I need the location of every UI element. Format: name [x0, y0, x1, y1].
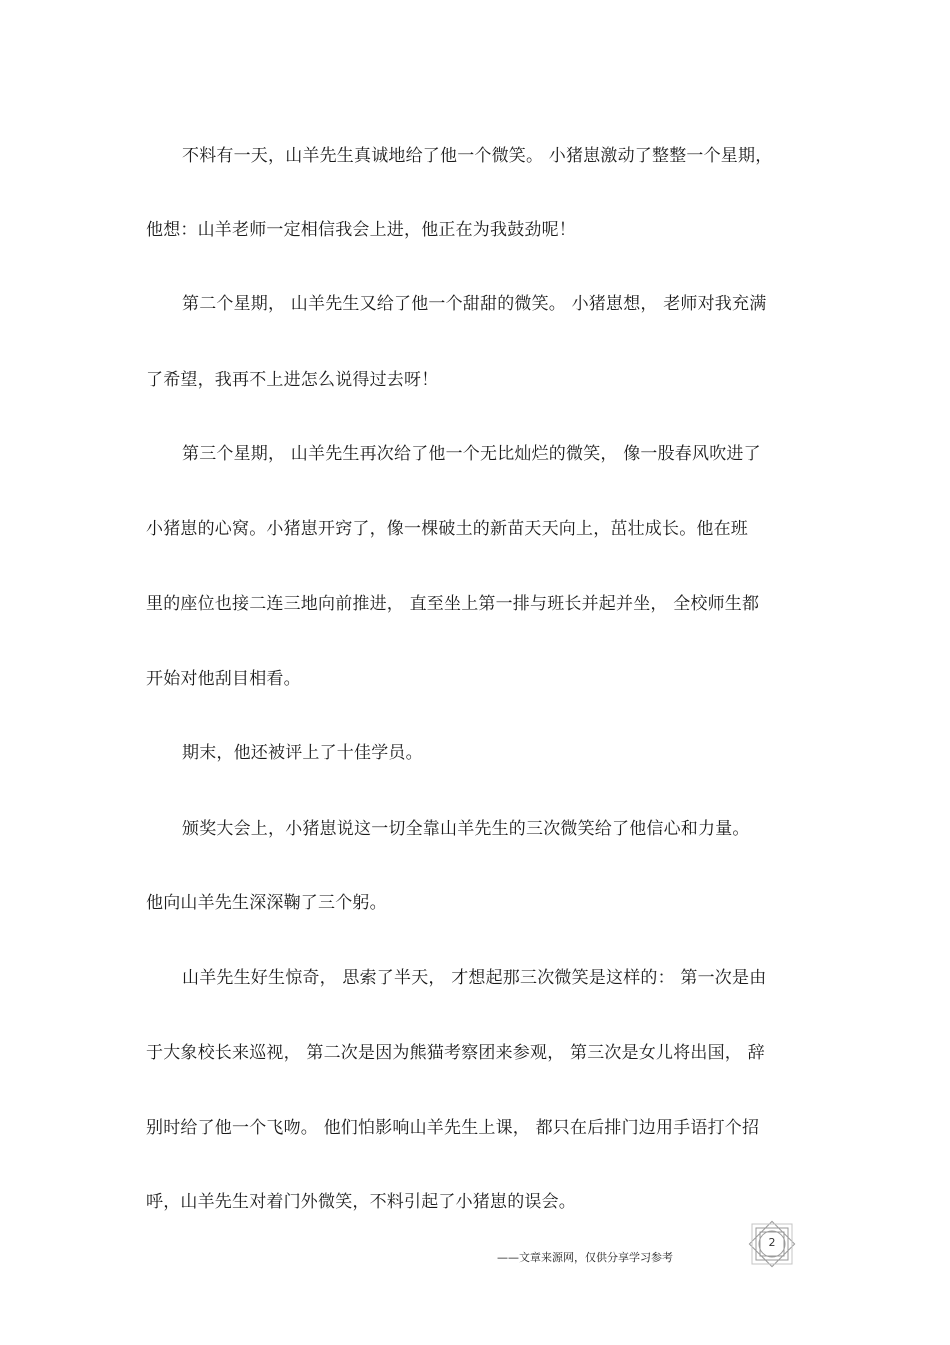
paragraph-line: 颁奖大会上，小猪崽说这一切全靠山羊先生的三次微笑给了他信心和力量。: [182, 819, 750, 839]
paragraph-line: 于大象校长来巡视， 第二次是因为熊猫考察团来参观， 第三次是女儿将出国， 辞: [146, 1043, 765, 1063]
paragraph-line: 他想：山羊老师一定相信我会上进，他正在为我鼓劲呢！: [146, 220, 576, 240]
paragraph-line: 第二个星期， 山羊先生又给了他一个甜甜的微笑。 小猪崽想， 老师对我充满: [182, 294, 767, 314]
paragraph-line: 开始对他刮目相看。: [146, 669, 301, 689]
paragraph-line: 他向山羊先生深深鞠了三个躬。: [146, 893, 387, 913]
paragraph-line: 小猪崽的心窝。小猪崽开窍了，像一棵破土的新苗天天向上，茁壮成长。他在班: [146, 519, 748, 539]
paragraph-line: 别时给了他一个飞吻。 他们怕影响山羊先生上课， 都只在后排门边用手语打个招: [146, 1118, 760, 1138]
paragraph-line: 山羊先生好生惊奇， 思索了半天， 才想起那三次微笑是这样的： 第一次是由: [182, 968, 767, 988]
paragraph-line: 不料有一天，山羊先生真诚地给了他一个微笑。 小猪崽激动了整整一个星期，: [182, 146, 773, 166]
paragraph-line: 呼，山羊先生对着门外微笑，不料引起了小猪崽的误会。: [146, 1192, 576, 1212]
paragraph-line: 了希望，我再不上进怎么说得过去呀！: [146, 370, 439, 390]
paragraph-line: 期末，他还被评上了十佳学员。: [182, 743, 423, 763]
page-number: 2: [768, 1236, 776, 1249]
source-note: ——文章来源网，仅供分享学习参考: [497, 1251, 673, 1264]
paragraph-line: 里的座位也接二连三地向前推进， 直至坐上第一排与班长并起并坐， 全校师生都: [146, 594, 760, 614]
paragraph-line: 第三个星期， 山羊先生再次给了他一个无比灿烂的微笑， 像一股春风吹进了: [182, 444, 761, 464]
page-number-badge: [748, 1220, 796, 1268]
